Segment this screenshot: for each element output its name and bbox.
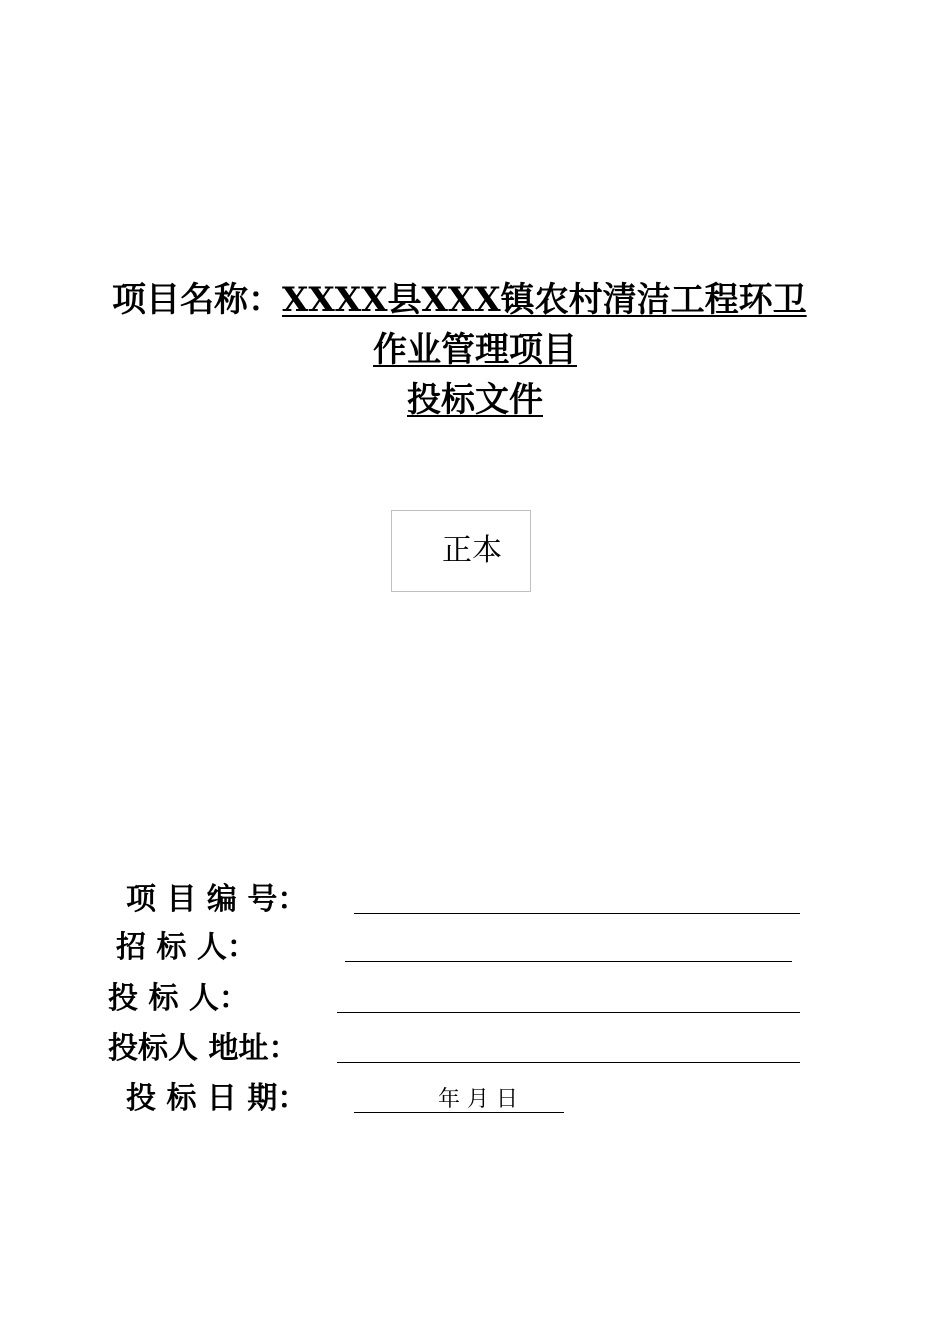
project-title-line1: [112, 278, 807, 322]
project-name-label: 项目名称：: [112, 280, 282, 320]
tenderer-field: [116, 926, 806, 970]
bidder-address-field: [108, 1027, 808, 1071]
document-type-heading: [0, 378, 950, 422]
bidder-blank[interactable]: [337, 1012, 800, 1013]
project-name-value: XXXX县XXX镇农村清洁工程环卫: [282, 280, 807, 320]
project-number-blank[interactable]: [354, 913, 800, 914]
bid-date-label: 投 标 日 期：: [126, 1081, 308, 1116]
project-name-continuation: 作业管理项目: [373, 330, 577, 370]
bidder-field: [108, 977, 808, 1021]
project-title-line2: [0, 328, 950, 372]
bidder-label: 投 标 人：: [108, 981, 249, 1016]
bidder-address-label: 投标人 地址：: [108, 1031, 299, 1066]
tenderer-blank[interactable]: [345, 961, 792, 962]
tenderer-label: 招 标 人：: [116, 930, 257, 965]
project-number-field: [126, 878, 806, 922]
bid-date-field: [126, 1077, 576, 1121]
project-number-label: 项 目 编 号：: [126, 882, 308, 917]
bid-date-value: 年 月 日: [438, 1087, 518, 1112]
original-copy-label: 正本: [442, 533, 502, 568]
original-copy-box: [391, 510, 531, 592]
document-type-text: 投标文件: [407, 380, 543, 420]
bidder-address-blank[interactable]: [337, 1062, 800, 1063]
